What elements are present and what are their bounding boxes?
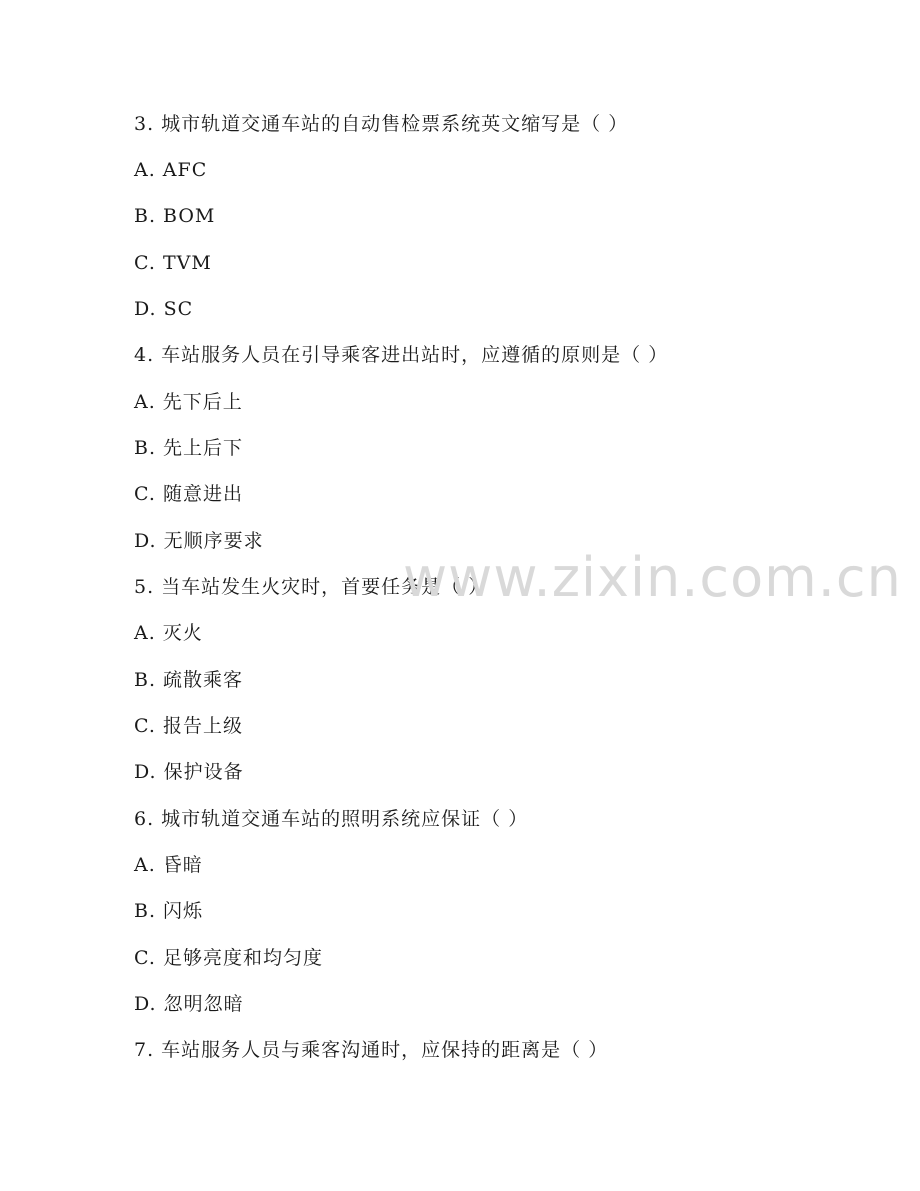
question-3-option-d: D. SC (134, 298, 194, 320)
question-6-option-b: B. 闪烁 (134, 900, 204, 922)
question-5-option-b: B. 疏散乘客 (134, 669, 244, 691)
question-6-text: 6. 城市轨道交通车站的照明系统应保证（ ） (134, 808, 529, 830)
question-4-option-a: A. 先下后上 (134, 391, 243, 413)
question-3-option-b: B. BOM (134, 205, 216, 227)
question-4-option-b: B. 先上后下 (134, 437, 244, 459)
question-5-option-d: D. 保护设备 (134, 761, 244, 783)
question-4-text: 4. 车站服务人员在引导乘客进出站时，应遵循的原则是（ ） (134, 344, 669, 366)
question-6-option-c: C. 足够亮度和均匀度 (134, 947, 323, 969)
question-3-option-a: A. AFC (134, 159, 208, 181)
question-4-option-c: C. 随意进出 (134, 483, 243, 505)
question-6-option-a: A. 昏暗 (134, 854, 203, 876)
question-3-text: 3. 城市轨道交通车站的自动售检票系统英文缩写是（ ） (134, 113, 629, 135)
question-5-option-c: C. 报告上级 (134, 715, 243, 737)
question-7-text: 7. 车站服务人员与乘客沟通时，应保持的距离是（ ） (134, 1039, 609, 1061)
question-4-option-d: D. 无顺序要求 (134, 530, 264, 552)
question-3-option-c: C. TVM (134, 252, 212, 274)
watermark: www.zixin.com.cn (403, 546, 902, 609)
question-6-option-d: D. 忽明忽暗 (134, 993, 244, 1015)
question-5-option-a: A. 灭火 (134, 622, 203, 644)
question-5-text: 5. 当车站发生火灾时，首要任务是（ ） (134, 576, 489, 598)
